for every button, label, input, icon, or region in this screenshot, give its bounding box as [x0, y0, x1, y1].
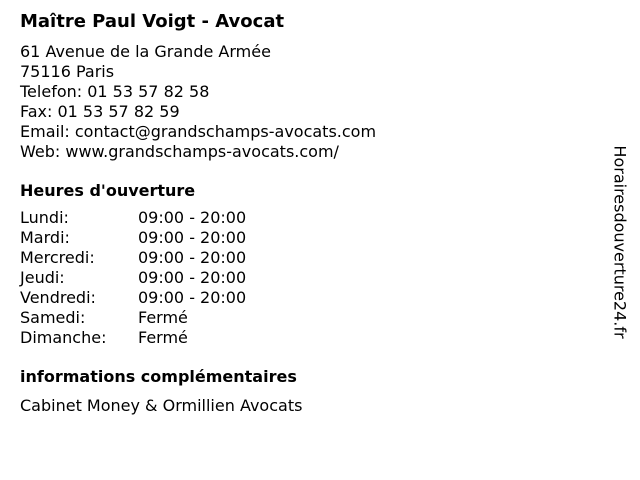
hours-row — [20, 308, 600, 328]
business-title: Maître Paul Voigt - Avocat — [20, 11, 285, 32]
hours-time: Fermé — [138, 308, 188, 327]
business-card — [20, 10, 600, 416]
hours-row — [20, 208, 600, 228]
hours-day: Samedi: — [20, 308, 86, 327]
hours-day: Jeudi: — [20, 268, 65, 287]
watermark-text: Horairesdouverture24.fr — [611, 145, 631, 339]
hours-day: Vendredi: — [20, 288, 96, 307]
hours-time: 09:00 - 20:00 — [138, 228, 247, 247]
hours-day: Mardi: — [20, 228, 70, 247]
hours-time: 09:00 - 20:00 — [138, 248, 247, 267]
hours-heading: Heures d'ouverture — [20, 181, 196, 200]
hours-day: Dimanche: — [20, 328, 107, 347]
hours-row — [20, 228, 600, 248]
phone-text: Telefon: 01 53 57 82 58 — [20, 82, 210, 101]
hours-table — [20, 208, 600, 348]
info-heading: informations complémentaires — [20, 367, 297, 386]
hours-row — [20, 328, 600, 348]
hours-row — [20, 288, 600, 308]
hours-time: Fermé — [138, 328, 188, 347]
hours-day: Lundi: — [20, 208, 69, 227]
fax-text: Fax: 01 53 57 82 59 — [20, 102, 180, 121]
watermark — [608, 137, 632, 347]
hours-time: 09:00 - 20:00 — [138, 288, 247, 307]
hours-row — [20, 248, 600, 268]
hours-day: Mercredi: — [20, 248, 95, 267]
hours-row — [20, 268, 600, 288]
email-text: Email: contact@grandschamps-avocats.com — [20, 122, 377, 141]
address-line-1: 61 Avenue de la Grande Armée — [20, 42, 271, 61]
address-line-2: 75116 Paris — [20, 62, 115, 81]
web-text: Web: www.grandschamps-avocats.com/ — [20, 142, 339, 161]
hours-time: 09:00 - 20:00 — [138, 268, 247, 287]
info-text: Cabinet Money & Ormillien Avocats — [20, 396, 303, 415]
hours-time: 09:00 - 20:00 — [138, 208, 247, 227]
